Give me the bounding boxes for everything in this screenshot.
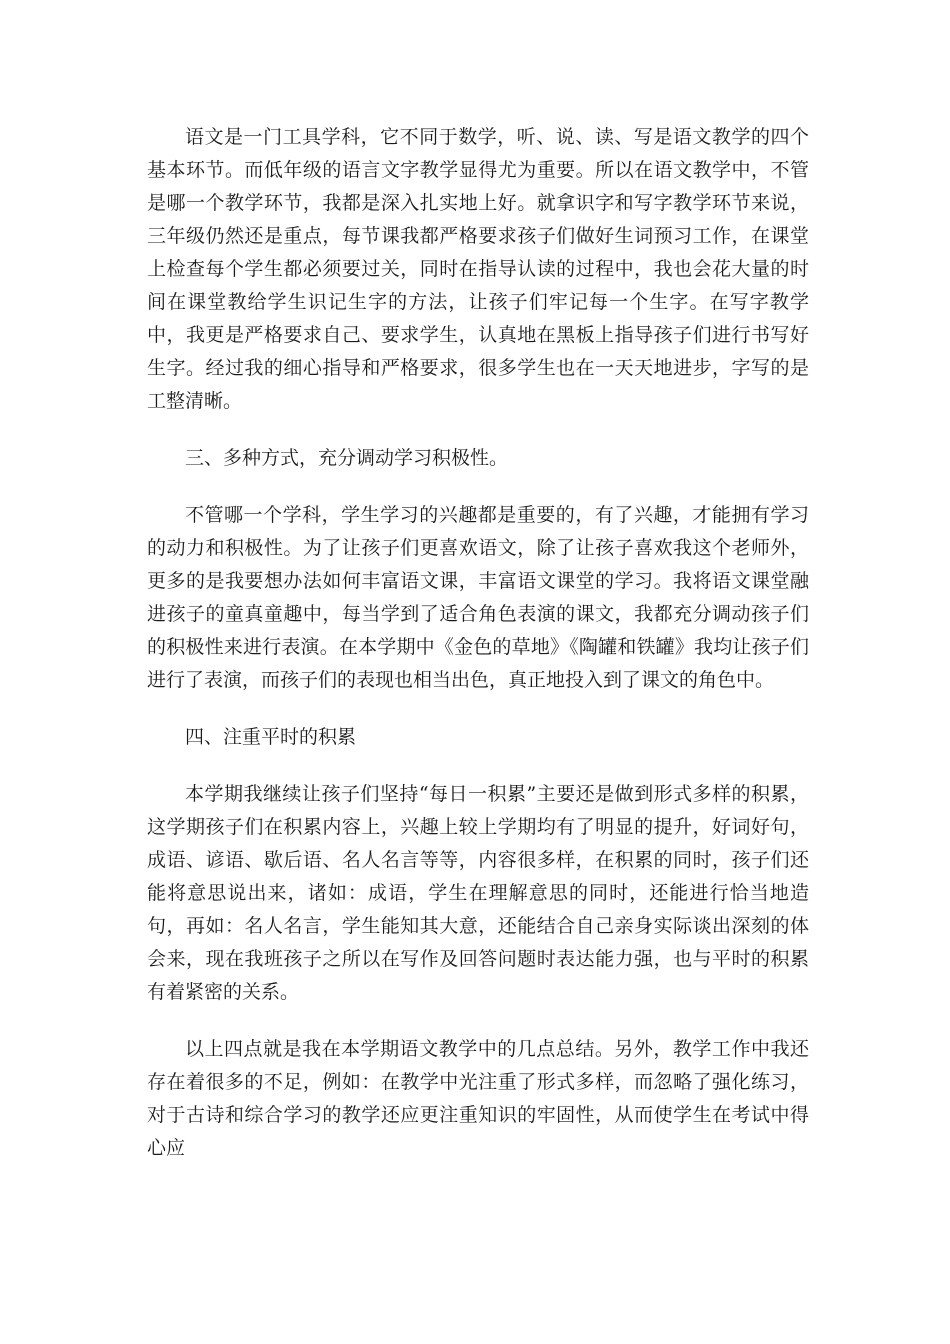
document-body: [147, 121, 809, 1189]
section-heading-three: 三、多种方式，充分调动学习积极性。: [185, 447, 509, 469]
paragraph-literacy-teaching: 语文是一门工具学科，它不同于数学，听、说、读、写是语文教学的四个基本环节。而低年级的语言文字教学显得尤为重要。所以在语文教学中，不管是哪一个教学环节，我都是深入扎实地上好。就拿识字和写字教学环节来说，三年级仍然还是重点，每节课我都严格要求孩子们做好生词预习工作，在课堂上检查每个学生都必须要过关，同时在指导认读的过程中，我也会花大量的时间在课堂教给学生识记生字的方法，让孩子们牢记每一个生字。在写字教学中，我更是严格要求自己、要求学生，认真地在黑板上指导孩子们进行书写好生字。经过我的细心指导和严格要求，很多学生也在一天天地进步，字写的是工整清晰。: [147, 126, 809, 412]
paragraph-learning-interest: 不管哪一个学科，学生学习的兴趣都是重要的，有了兴趣，才能拥有学习的动力和积极性。为了让孩子们更喜欢语文，除了让孩子喜欢我这个老师外，更多的是我要想办法如何丰富语文课，丰富语文课堂的学习。我将语文课堂融进孩子的童真童趣中，每当学到了适合角色表演的课文，我都充分调动孩子们的积极性来进行表演。在本学期中《金色的草地》《陶罐和铁罐》我均让孩子们进行了表演，而孩子们的表现也相当出色，真正地投入到了课文的角色中。: [147, 504, 809, 691]
paragraph-summary: 以上四点就是我在本学期语文教学中的几点总结。另外，教学工作中我还存在着很多的不足，例如：在教学中光注重了形式多样，而忽略了强化练习，对于古诗和综合学习的教学还应更注重知识的牢固性，从而使学生在考试中得心应: [147, 1038, 809, 1159]
paragraph-daily-accumulation: 本学期我继续让孩子们坚持“每日一积累”主要还是做到形式多样的积累，这学期孩子们在积累内容上，兴趣上较上学期均有了明显的提升，好词好句，成语、谚语、歇后语、名人名言等等，内容很多样，在积累的同时，孩子们还能将意思说出来，诸如：成语，学生在理解意思的同时，还能进行恰当地造句，再如：名人名言，学生能知其大意，还能结合自己亲身实际谈出深刻的体会来，现在我班孩子之所以在写作及回答问题时表达能力强，也与平时的积累有着紧密的关系。: [147, 783, 809, 1003]
section-heading-four: 四、注重平时的积累: [185, 726, 357, 748]
